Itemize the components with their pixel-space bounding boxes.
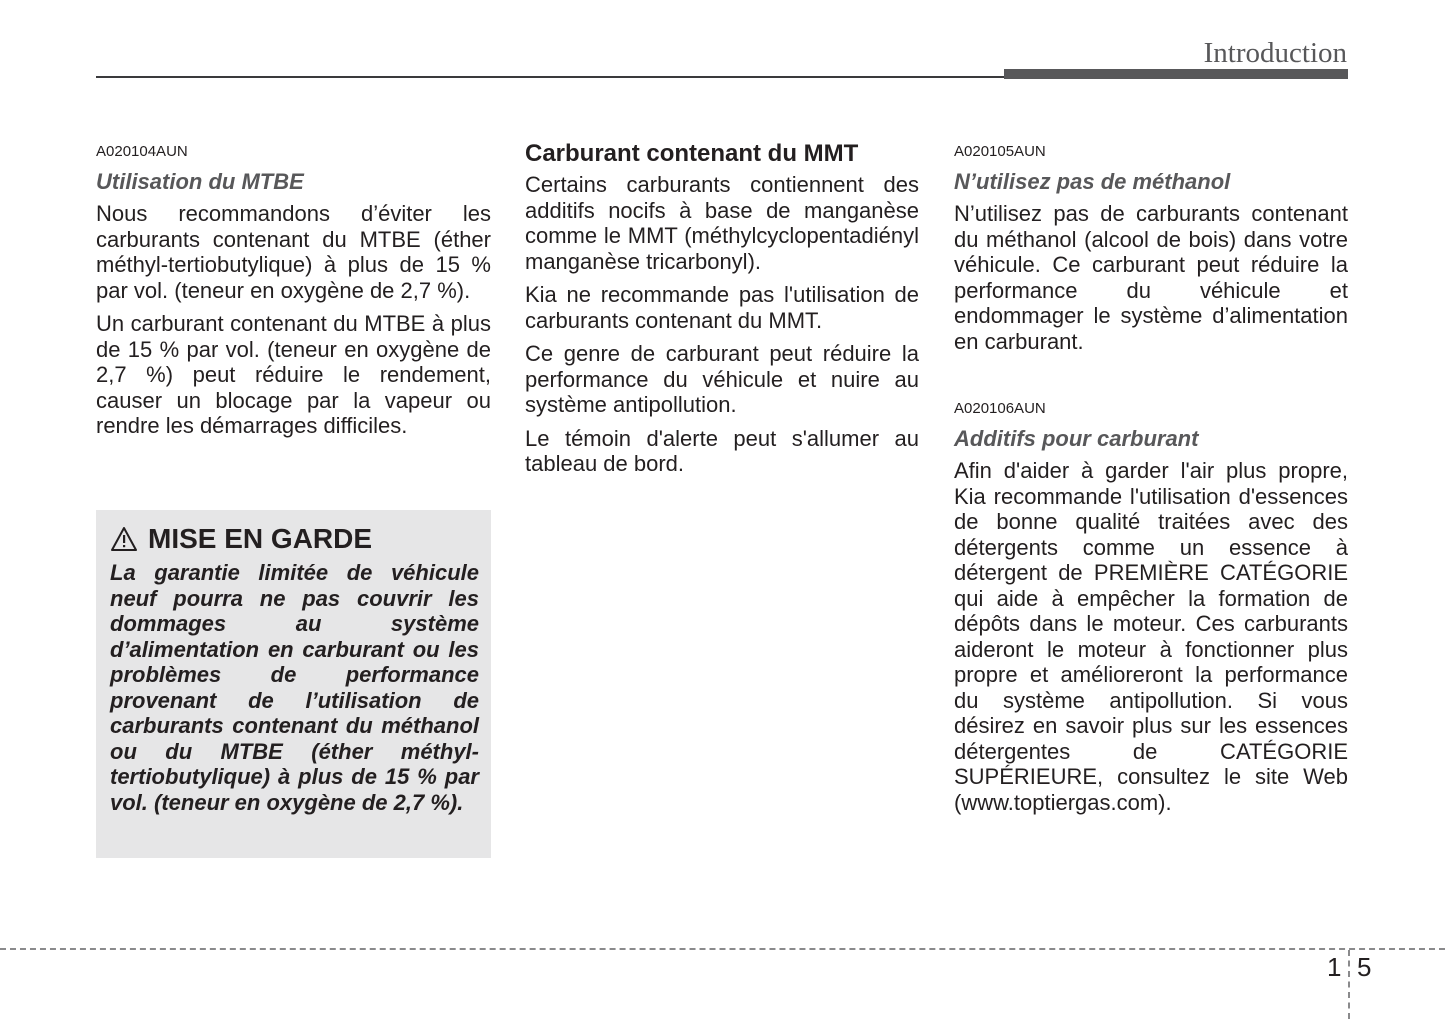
chapter-number: 1 xyxy=(1327,952,1342,982)
section-code: A020106AUN xyxy=(954,400,1046,417)
page-number: 5 xyxy=(1357,952,1372,982)
section-code: A020105AUN xyxy=(954,143,1046,160)
paragraph: N’utilisez pas de carburants contenant du méthanol (alcool de bois) dans votre véhicule. Ce carburant peut réduire la performance du véhicule et endommager le système d’alimentation en carburant. xyxy=(954,201,1348,354)
header-rule-thick xyxy=(1004,69,1348,79)
paragraph: Kia ne recommande pas l'utilisation de carburants contenant du MMT. xyxy=(525,282,919,333)
paragraph: Le témoin d'alerte peut s'allumer au tableau de bord. xyxy=(525,425,919,476)
column-mmt xyxy=(525,138,919,485)
paragraph: Afin d'aider à garder l'air plus propre, Kia recommande l'utilisation d'essences de bonne qualité traitées avec des détergents comme un essence à détergent de PREMIÈRE CATÉGORIE qui aide à empêcher la formation de dépôts dans le moteur. Ces carburants aideront le moteur à fonctionner plus propre et amélioreront la performance du système antipollution. Si vous désirez en savoir plus sur les essences détergentes de CATÉGORIE SUPÉRIEURE, consultez le site Web (www.toptiergas.com). xyxy=(954,458,1348,815)
section-code: A020104AUN xyxy=(96,143,188,160)
warning-header xyxy=(110,522,479,556)
paragraph: Certains carburants contiennent des additifs nocifs à base de manganèse comme le MMT (méthylcyclopentadiényl manganèse tricarbonyl). xyxy=(525,172,919,274)
warning-text: La garantie limitée de véhicule neuf pourra ne pas couvrir les dommages au système d’alimentation en carburant ou les problèmes de performance provenant de l’utilisation de carburants contenant du méthanol ou du MTBE (éther méthyl-tertiobutylique) à plus de 15 % par vol. (teneur en oxygène de 2,7 %). xyxy=(110,560,479,815)
column-methanol-additives xyxy=(954,135,1348,823)
section-heading: Carburant contenant du MMT xyxy=(525,140,859,167)
warning-box xyxy=(96,510,491,858)
footer-page-divider xyxy=(1348,950,1350,1019)
page-header-title: Introduction xyxy=(1203,37,1347,69)
section-heading: Utilisation du MTBE xyxy=(96,169,304,194)
section-heading: N’utilisez pas de méthanol xyxy=(954,169,1231,194)
column-mtbe xyxy=(96,135,491,447)
paragraph: Un carburant contenant du MTBE à plus de 15 % par vol. (teneur en oxygène de 2,7 %) peut réduire le rendement, causer un blocage par la vapeur ou rendre les démarrages difficiles. xyxy=(96,311,491,438)
warning-triangle-icon xyxy=(110,526,138,552)
paragraph: Nous recommandons d’éviter les carburants contenant du MTBE (éther méthyl-tertiobutylique) à plus de 15 % par vol. (teneur en oxygène de 2,7 %). xyxy=(96,201,491,303)
section-heading: Additifs pour carburant xyxy=(954,426,1199,451)
footer-dashed-rule xyxy=(0,948,1445,950)
header-rule-thin xyxy=(96,76,1006,78)
paragraph: Ce genre de carburant peut réduire la performance du véhicule et nuire au système antipollution. xyxy=(525,341,919,417)
warning-title: MISE EN GARDE xyxy=(148,523,373,554)
